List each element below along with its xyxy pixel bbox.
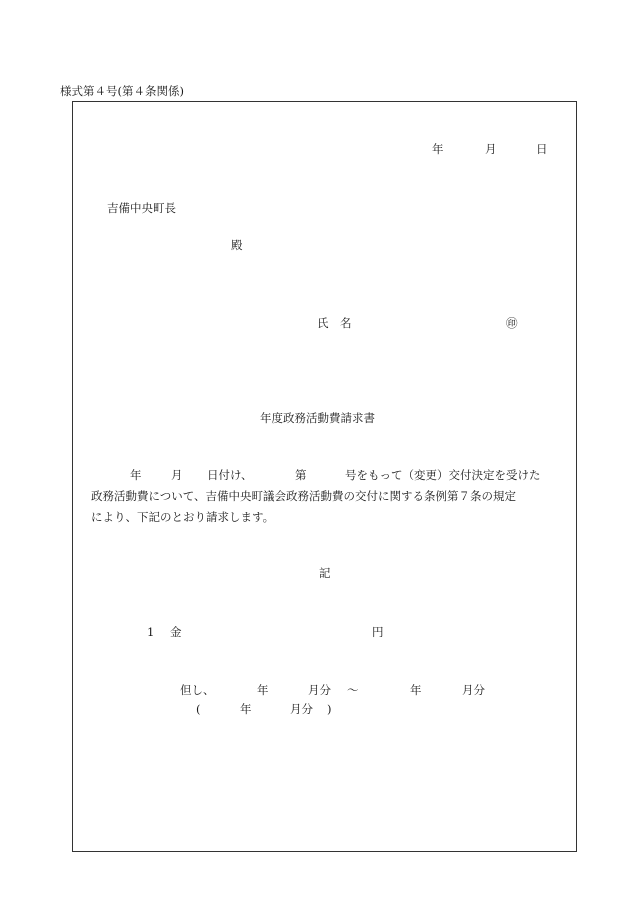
period-open-paren: (	[196, 702, 201, 716]
recipient-name: 吉備中央町長	[107, 201, 176, 215]
amount-label: 金	[170, 625, 182, 639]
body-dated-label: 日付け、	[207, 468, 253, 482]
date-month-label: 月	[485, 142, 497, 156]
body-dai-label: 第	[295, 468, 307, 482]
date-day-label: 日	[536, 142, 548, 156]
period-end-year: 年	[410, 683, 422, 697]
period-close-paren: )	[327, 702, 332, 716]
applicant-name-label: 氏 名	[317, 316, 352, 330]
document-title: 年度政務活動費請求書	[260, 411, 375, 425]
body-month-label: 月	[171, 468, 183, 482]
body-line3: により、下記のとおり請求します。	[91, 510, 275, 524]
form-number-label: 様式第４号(第４条関係)	[60, 84, 184, 98]
recipient-honorific: 殿	[231, 238, 243, 252]
date-year-label: 年	[432, 142, 444, 156]
period-start-month: 月分	[308, 683, 331, 697]
body-line2: 政務活動費について、吉備中央町議会政務活動費の交付に関する条例第７条の規定	[91, 489, 517, 503]
period-start-year: 年	[257, 683, 269, 697]
amount-unit: 円	[372, 625, 384, 639]
period-paren-year: 年	[240, 702, 252, 716]
period-paren-month: 月分	[290, 702, 313, 716]
period-prefix: 但し、	[180, 683, 215, 697]
body-year-label: 年	[130, 468, 142, 482]
amount-item-number: 1	[147, 625, 155, 639]
period-end-month: 月分	[462, 683, 485, 697]
body-line1-rest: 号をもって（変更）交付決定を受けた	[345, 468, 541, 482]
ki-heading: 記	[319, 566, 331, 580]
period-tilde: ～	[347, 683, 359, 697]
seal-mark: ㊞	[506, 316, 518, 330]
